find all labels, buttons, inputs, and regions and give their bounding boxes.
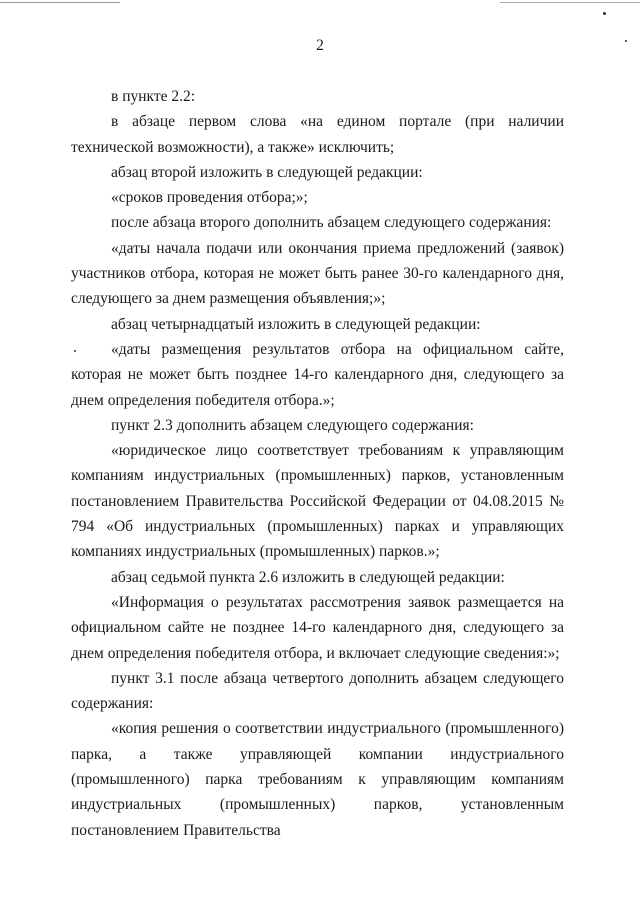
paragraph: «юридическое лицо соответствует требованиям к управляющим компаниям индустриальных (промышленных) парков, установленным постановлением Правительства Российской Федерации от 04.08.2015 № 794 «Об индустриальных (промышленных) парках и управляющих компаниях индустриальных (промышленных) парков.»; xyxy=(71,442,564,561)
scan-speck xyxy=(603,12,606,15)
paragraph: после абзаца второго дополнить абзацем следующего содержания: xyxy=(111,214,552,232)
scan-edge-line xyxy=(0,2,120,3)
paragraph: «копия решения о соответствии индустриального (промышленного) парка, а также управляющей компании индустриального (промышленного) парка требованиям к управляющим компаниям индустриальных (промышленных) парков, установленным постановлением Правительства xyxy=(71,720,564,839)
paragraph: пункт 3.1 после абзаца четвертого дополнить абзацем следующего содержания: xyxy=(71,669,564,713)
paragraph: «Информация о результатах рассмотрения заявок размещается на официальном сайте не позднее 14-го календарного дня, следующего за днем определения победителя отбора, и включает следующие сведения:»; xyxy=(71,593,564,662)
paragraph: в пункте 2.2: xyxy=(111,88,196,105)
paragraph: абзац второй изложить в следующей редакции: xyxy=(111,163,423,181)
paragraph: «даты начала подачи или окончания приема предложений (заявок) участников отбора, которая не может быть ранее 30-го календарного дня, следующего за днем размещения объявления;»; xyxy=(71,239,564,308)
paragraph: в абзаце первом слова «на едином портале (при наличии технической возможности), а также» исключить; xyxy=(71,113,564,156)
scan-edge-line xyxy=(500,2,640,3)
paragraph: «даты размещения результатов отбора на официальном сайте, которая не может быть позднее 14-го календарного дня, следующего за днем определения победителя отбора.»; xyxy=(71,340,564,409)
paragraph: абзац седьмой пункта 2.6 изложить в следующей редакции: xyxy=(111,568,505,586)
paragraph: абзац четырнадцатый изложить в следующей редакции: xyxy=(111,315,481,333)
paragraph: пункт 2.3 дополнить абзацем следующего содержания: xyxy=(111,416,474,434)
paragraph: «сроков проведения отбора;»; xyxy=(111,189,308,207)
page-number: 2 xyxy=(316,37,324,54)
document-body xyxy=(71,84,564,843)
